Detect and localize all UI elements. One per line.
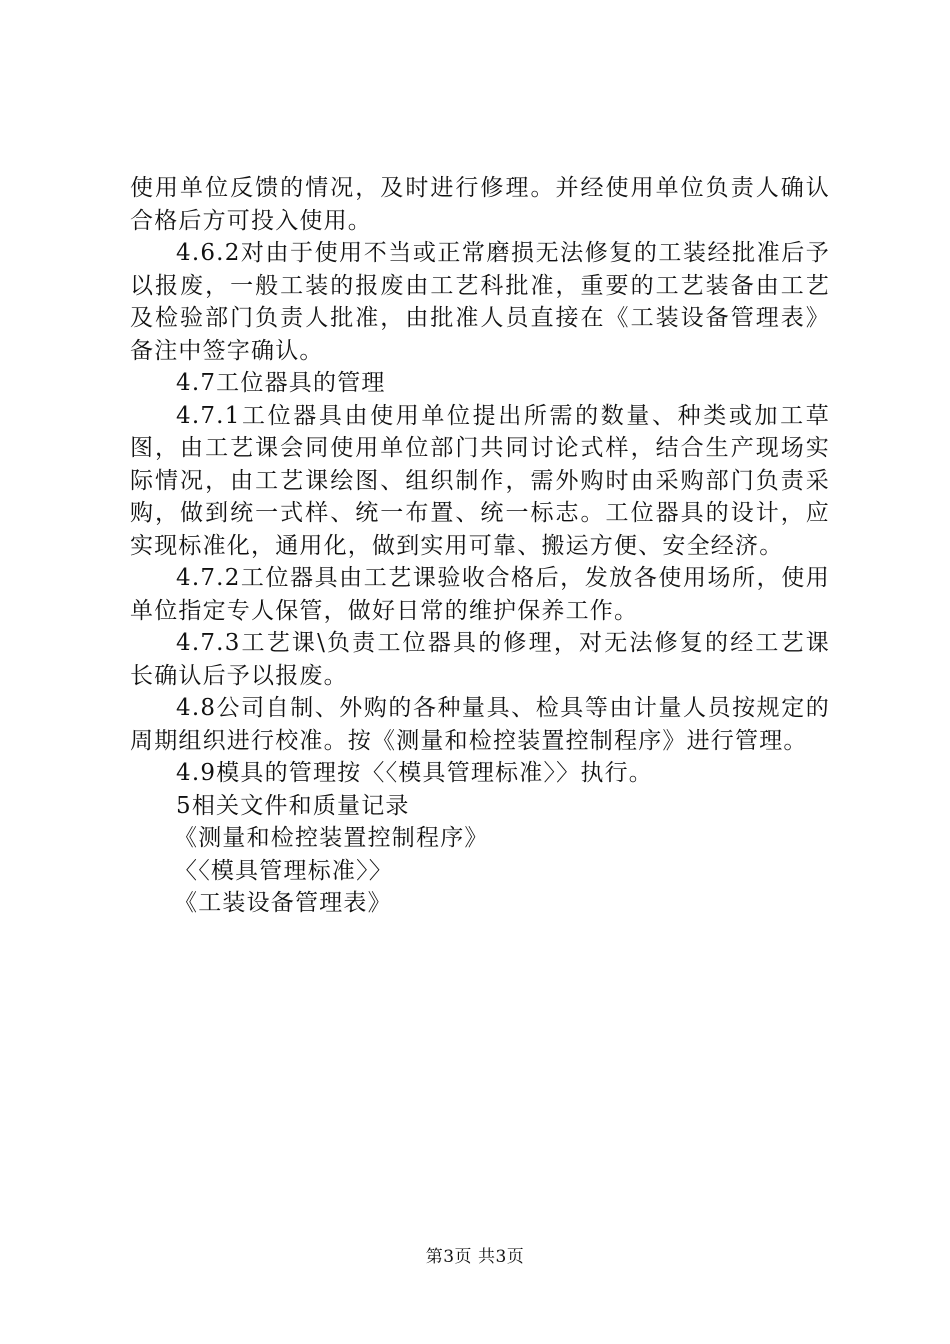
- document-body: [130, 172, 830, 920]
- paragraph-4-7-2: 4.7.2工位器具由工艺课验收合格后，发放各使用场所，使用单位指定专人保管，做好日常的维护保养工作。: [130, 565, 830, 624]
- paragraph-4-7-1: 4.7.1工位器具由使用单位提出所需的数量、种类或加工草图，由工艺课会同使用单位部门共同讨论式样，结合生产现场实际情况，由工艺课绘图、组织制作，需外购时由采购部门负责采购，做到统一式样、统一布置、统一标志。工位器具的设计，应实现标准化，通用化，做到实用可靠、搬运方便、安全经济。: [130, 402, 830, 559]
- heading-5: 5相关文件和质量记录: [176, 792, 410, 819]
- page-footer: 第3页 共3页: [425, 1247, 525, 1267]
- reference-tooling-table: 《工装设备管理表》: [174, 890, 392, 916]
- paragraph-4-8: 4.8公司自制、外购的各种量具、检具等由计量人员按规定的周期组织进行校准。按《测量和检控装置控制程序》进行管理。: [130, 695, 830, 754]
- paragraph-4-7-3: 4.7.3工艺课\负责工位器具的修理，对无法修复的经工艺课长确认后予以报废。: [130, 630, 830, 689]
- heading-4-7: 4.7工位器具的管理: [176, 370, 386, 396]
- reference-measurement-procedure: 《测量和检控装置控制程序》: [174, 825, 489, 851]
- reference-mold-standard: 〈〈模具管理标准〉〉: [174, 857, 393, 884]
- paragraph-4-6-2: 4.6.2对由于使用不当或正常磨损无法修复的工装经批准后予以报废，一般工装的报废由工艺科批准，重要的工艺装备由工艺及检验部门负责人批准，由批准人员直接在《工装设备管理表》备注中签字确认。: [130, 240, 830, 364]
- paragraph-4-9: 4.9模具的管理按〈〈模具管理标准〉〉执行。: [176, 760, 653, 786]
- paragraph-continuation: 使用单位反馈的情况，及时进行修理。并经使用单位负责人确认合格后方可投入使用。: [130, 175, 830, 234]
